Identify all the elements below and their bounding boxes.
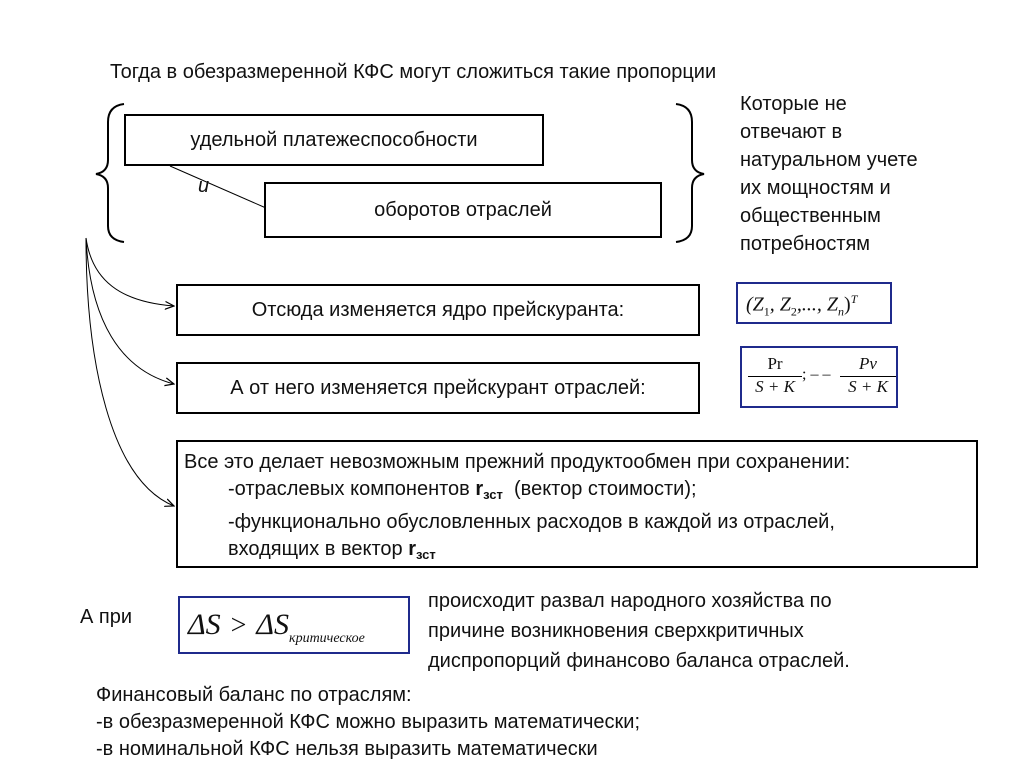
step3-line2 (184, 477, 976, 507)
step3-line2-post: (вектор стоимости); (502, 478, 697, 500)
step3-line4-var: r (408, 538, 416, 560)
box-solvency (124, 114, 544, 166)
step-price-change-label: А от него изменяется прейскурант отраслей: (230, 376, 646, 399)
f2-num2: Pv (859, 354, 877, 373)
f2-num1: Pr (767, 354, 783, 373)
note-line: потребностям (740, 233, 871, 255)
step3-line2-var: r (475, 478, 484, 500)
box-solvency-label: удельной платежеспособности (190, 128, 478, 151)
f1-sep1: , Z (769, 293, 791, 316)
bracket-note (740, 90, 918, 258)
conjunction-label: и (198, 175, 210, 197)
step-price-change (176, 362, 700, 414)
note-line: их мощностям и (740, 177, 891, 199)
critical-result (428, 586, 850, 676)
step-core-change-label: Отсюда изменяется ядро прейскуранта: (251, 298, 625, 321)
formula-critical (178, 596, 410, 654)
critical-line: диспропорций финансово баланса отраслей. (428, 650, 850, 672)
note-line: отвечают в (740, 121, 843, 143)
link-line (170, 166, 266, 208)
f1-sup: T (850, 292, 858, 306)
page-title: Тогда в обезразмеренной КФС могут сложиться такие пропорции (110, 61, 717, 83)
f1-i1: 1 (763, 304, 770, 319)
note-line: Которые не (740, 93, 847, 115)
note-line: натуральном учете (740, 149, 918, 171)
footer-line: -в обезразмеренной КФС можно выразить математически; (96, 711, 641, 733)
formula-price-fractions (740, 346, 898, 408)
f1-open: (Z (746, 293, 764, 316)
f3-op: > (230, 610, 247, 641)
step3-line3: -функционально обусловленных расходов в каждой из отраслей, (228, 511, 835, 533)
left-curly-brace (96, 104, 124, 242)
step3-line4-sub: зст (415, 547, 436, 562)
footer-line: -в номинальной КФС нельзя выразить математически (96, 738, 598, 760)
footer-block (96, 682, 640, 763)
box-turnover-label: оборотов отраслей (374, 198, 552, 221)
arrow-to-step1 (86, 238, 174, 306)
f3-rhs: ΔS (256, 608, 290, 641)
right-curly-brace (676, 104, 704, 242)
note-line: общественным (740, 205, 881, 227)
step-core-change (176, 284, 700, 336)
step3-line1: Все это делает невозможным прежний продуктообмен при сохранении: (184, 451, 851, 473)
step3-line2-sub: зст (483, 487, 503, 502)
critical-line: происходит развал народного хозяйства по (428, 590, 832, 612)
f2-mid: ; – – (802, 366, 831, 383)
critical-prefix: А при (80, 606, 133, 628)
formula-core-vector (736, 282, 892, 324)
step3-line4 (184, 537, 976, 567)
critical-line: причине возникновения сверхкритичных (428, 620, 804, 642)
f3-sub: критическое (289, 631, 365, 646)
f2-den1: S + K (748, 376, 802, 397)
f1-i3: n (838, 304, 845, 319)
f1-i2: 2 (790, 304, 797, 319)
box-turnover (264, 182, 662, 238)
arrow-to-step3 (86, 238, 174, 506)
f1-close: ) (844, 293, 851, 316)
step-exchange-impossible (176, 440, 978, 568)
arrow-to-step2 (86, 238, 174, 384)
f2-den2: S + K (840, 376, 896, 397)
f1-sep2: ,..., Z (796, 293, 839, 316)
step3-line4-pre: входящих в вектор (228, 538, 409, 560)
f3-lhs: ΔS (188, 608, 221, 641)
step3-line2-pre: -отраслевых компонентов (228, 478, 476, 500)
footer-line: Финансовый баланс по отраслям: (96, 684, 412, 706)
